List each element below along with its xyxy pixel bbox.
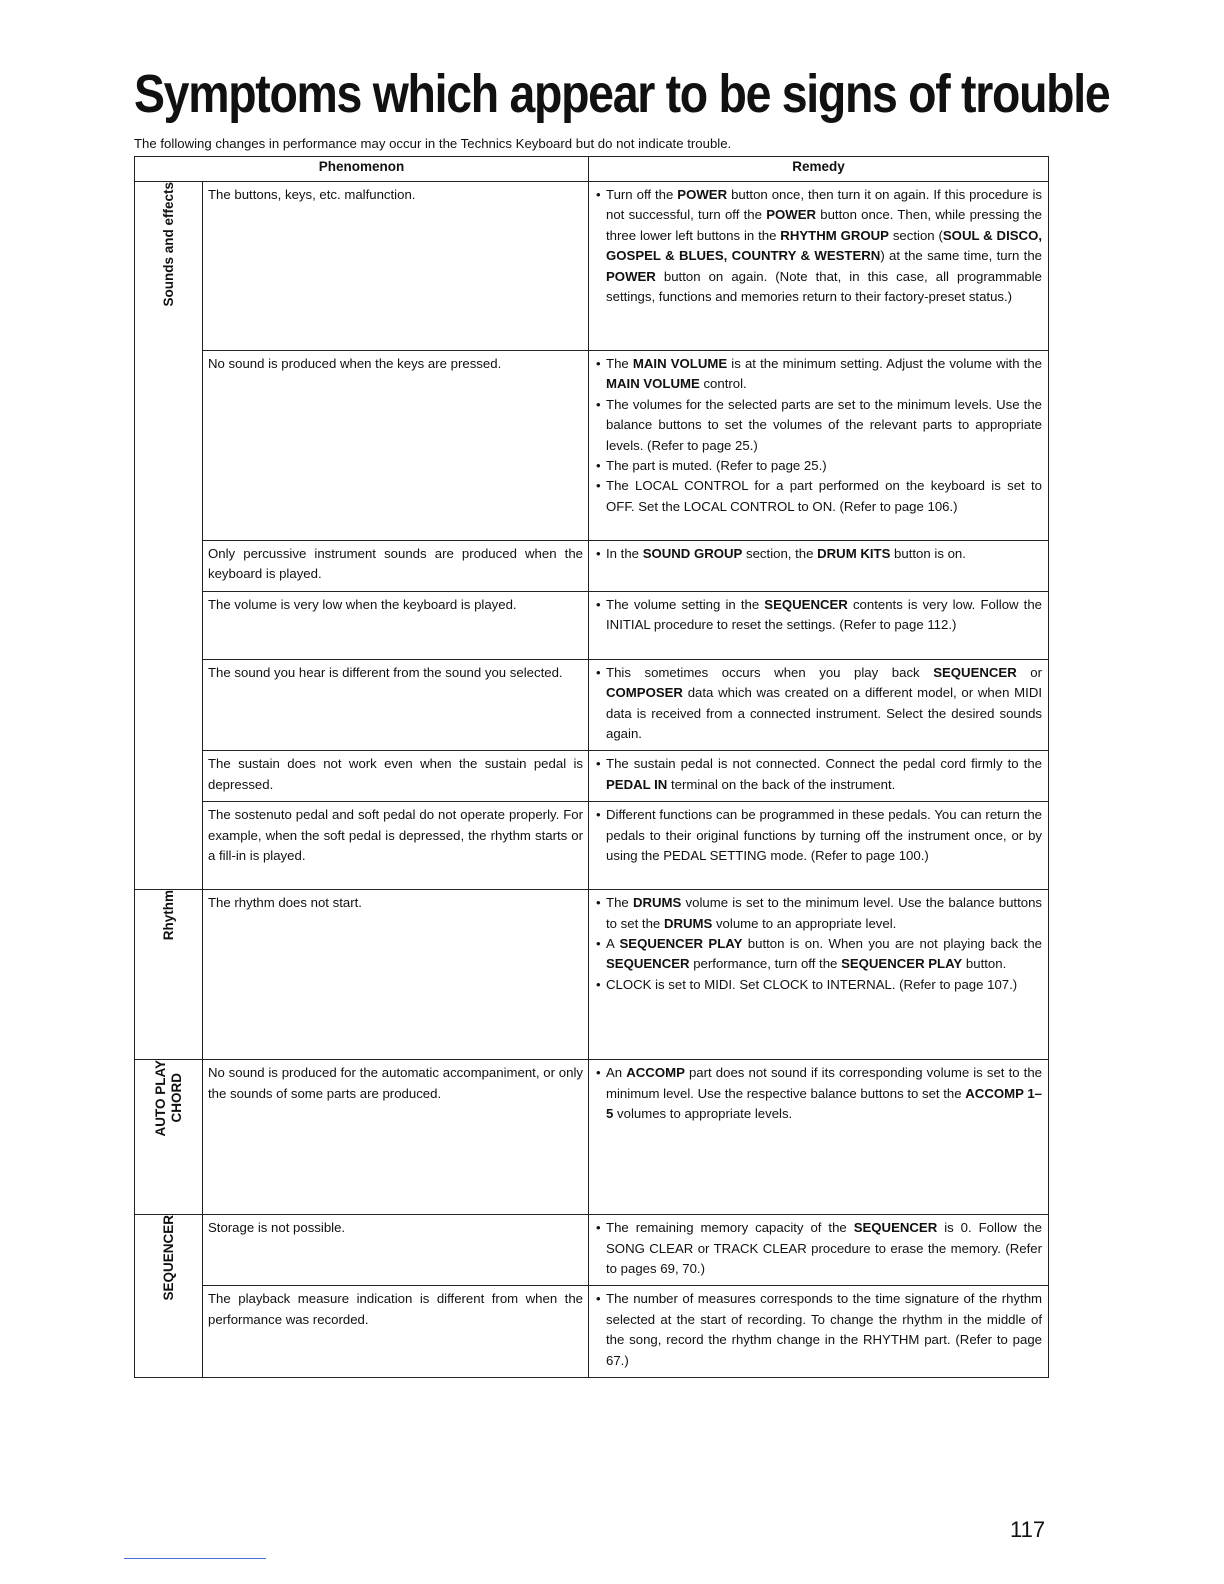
remedy-cell [589,659,1049,751]
bullet-icon: • [596,187,601,202]
bullet-icon: • [596,458,601,474]
remedy-text: An ACCOMP part does not sound if its corresponding volume is set to the minimum level. Use the respective balance buttons to set the ACCOMP 1–5 volumes to appropriate levels. [606,1065,1043,1122]
remedy-item [596,395,1042,456]
phenomenon-cell: The rhythm does not start. [203,890,589,1060]
remedy-text: In the SOUND GROUP section, the DRUM KITS button is on. [606,546,966,561]
table-row [135,1215,1049,1286]
remedy-text: Different functions can be programmed in these pedals. You can return the pedals to their original functions by turning off the instrument once, or by using the PEDAL SETTING mode. (Refer to page 100.) [606,807,1043,864]
phenomenon-cell: The playback measure indication is different from when the performance was recorded. [203,1286,589,1378]
phenomenon-cell: No sound is produced for the automatic accompaniment, or only the sounds of some parts are produced. [203,1060,589,1215]
remedy-cell [589,1286,1049,1378]
category-label: Rhythm [160,890,176,941]
table-row [135,751,1049,802]
phenomenon-cell: The sustain does not work even when the sustain pedal is depressed. [203,751,589,802]
remedy-item [596,1289,1042,1371]
table-row [135,351,1049,541]
phenomenon-cell: No sound is produced when the keys are pressed. [203,351,589,541]
bullet-icon: • [596,356,601,371]
bullet-icon: • [596,807,601,823]
troubleshooting-table [134,156,1049,1378]
bullet-icon: • [596,895,601,911]
remedy-item [596,1218,1042,1279]
bullet-icon: • [596,976,601,992]
remedy-text: Turn off the POWER button once, then turn it on again. If this procedure is not successful, turn off the POWER button once. Then, while pressing the three lower left buttons in the RHYTHM GROUP section (SOUL & DISCO, GOSPEL & BLUES, COUNTRY & WESTERN) at the same time, turn the POWER button on again. (Note that, in this case, all programmable settings, functions and memories return to their factory-preset status.) [606,187,1043,305]
phenomenon-cell: The buttons, keys, etc. malfunction. [203,182,589,351]
remedy-cell [589,802,1049,890]
bullet-icon: • [596,396,601,412]
bullet-icon: • [596,1065,601,1081]
bullet-icon: • [596,546,601,561]
remedy-cell [589,1060,1049,1215]
remedy-item [596,934,1042,975]
phenomenon-cell: The sostenuto pedal and soft pedal do not operate properly. For example, when the soft pedal is depressed, the rhythm starts or a fill-in is played. [203,802,589,890]
remedy-cell [589,591,1049,659]
bullet-icon: • [596,936,601,952]
remedy-item [596,354,1042,395]
remedy-header: Remedy [589,157,1049,182]
remedy-text: The number of measures corresponds to the time signature of the rhythm selected at the start of recording. To change the rhythm in the middle of the song, record the rhythm change in the RHYTHM part. (Refer to page 67.) [606,1291,1043,1368]
remedy-item [596,805,1042,866]
remedy-item [596,754,1042,795]
phenomenon-cell: Storage is not possible. [203,1215,589,1286]
remedy-text: The DRUMS volume is set to the minimum level. Use the balance buttons to set the DRUMS volume to an appropriate level. [606,895,1043,931]
table-row [135,1060,1049,1215]
remedy-text: This sometimes occurs when you play back SEQUENCER or COMPOSER data which was created on a different model, or when MIDI data is received from a connected instrument. Select the desired sounds again. [606,664,1043,742]
remedy-cell [589,890,1049,1060]
remedy-item [596,185,1042,307]
table-row [135,182,1049,351]
remedy-cell [589,751,1049,802]
remedy-item [596,893,1042,934]
phenomenon-cell: Only percussive instrument sounds are produced when the keyboard is played. [203,541,589,592]
remedy-text: The MAIN VOLUME is at the minimum setting. Adjust the volume with the MAIN VOLUME control. [606,356,1043,392]
remedy-item [596,456,1042,476]
footer-rule [124,1558,266,1559]
table-row [135,541,1049,592]
remedy-item [596,595,1042,636]
bullet-icon: • [596,1220,601,1236]
intro-text: The following changes in performance may occur in the Technics Keyboard but do not indicate trouble. [134,136,732,151]
table-header-row [135,157,1049,182]
remedy-cell [589,351,1049,541]
remedy-item [596,544,1042,564]
remedy-cell [589,541,1049,592]
remedy-text: The sustain pedal is not connected. Connect the pedal cord firmly to the PEDAL IN terminal on the back of the instrument. [606,756,1043,792]
bullet-icon: • [596,664,601,680]
remedy-item [596,975,1042,995]
bullet-icon: • [596,478,601,494]
phenomenon-cell: The sound you hear is different from the sound you selected. [203,659,589,751]
table-row [135,802,1049,890]
category-sequencer [135,1215,203,1378]
category-auto-play-chord [135,1060,203,1215]
remedy-item [596,476,1042,517]
remedy-text: The volume setting in the SEQUENCER contents is very low. Follow the INITIAL procedure to reset the settings. (Refer to page 112.) [606,596,1043,633]
remedy-text: The LOCAL CONTROL for a part performed on the keyboard is set to OFF. Set the LOCAL CONTROL to ON. (Refer to page 106.) [606,478,1043,514]
table-row [135,1286,1049,1378]
bullet-icon: • [596,596,601,612]
remedy-text: The remaining memory capacity of the SEQUENCER is 0. Follow the SONG CLEAR or TRACK CLEAR procedure to erase the memory. (Refer to pages 69, 70.) [606,1220,1043,1277]
remedy-cell [589,182,1049,351]
page-number: 117 [1010,1517,1046,1542]
bullet-icon: • [596,756,601,772]
table-row [135,591,1049,659]
table-row [135,890,1049,1060]
category-rhythm [135,890,203,1060]
category-sounds-and-effects [135,182,203,890]
category-label: AUTO PLAY CHORD [152,1060,184,1137]
page-title: Symptoms which appear to be signs of trouble [134,64,1110,124]
remedy-text: The volumes for the selected parts are set to the minimum levels. Use the balance buttons to set the volumes of the relevant parts to appropriate levels. (Refer to page 25.) [606,396,1043,453]
remedy-item [596,663,1042,745]
remedy-item [596,1063,1042,1124]
table-row [135,659,1049,751]
bullet-icon: • [596,1291,601,1307]
phenomenon-cell: The volume is very low when the keyboard is played. [203,591,589,659]
remedy-text: A SEQUENCER PLAY button is on. When you are not playing back the SEQUENCER performance, turn off the SEQUENCER PLAY button. [606,936,1043,972]
remedy-text: CLOCK is set to MIDI. Set CLOCK to INTERNAL. (Refer to page 107.) [606,976,1018,992]
remedy-cell [589,1215,1049,1286]
phenomenon-header: Phenomenon [135,157,589,182]
category-label: Sounds and effects [160,182,176,307]
category-label: SEQUENCER [160,1215,176,1301]
remedy-text: The part is muted. (Refer to page 25.) [606,458,827,474]
